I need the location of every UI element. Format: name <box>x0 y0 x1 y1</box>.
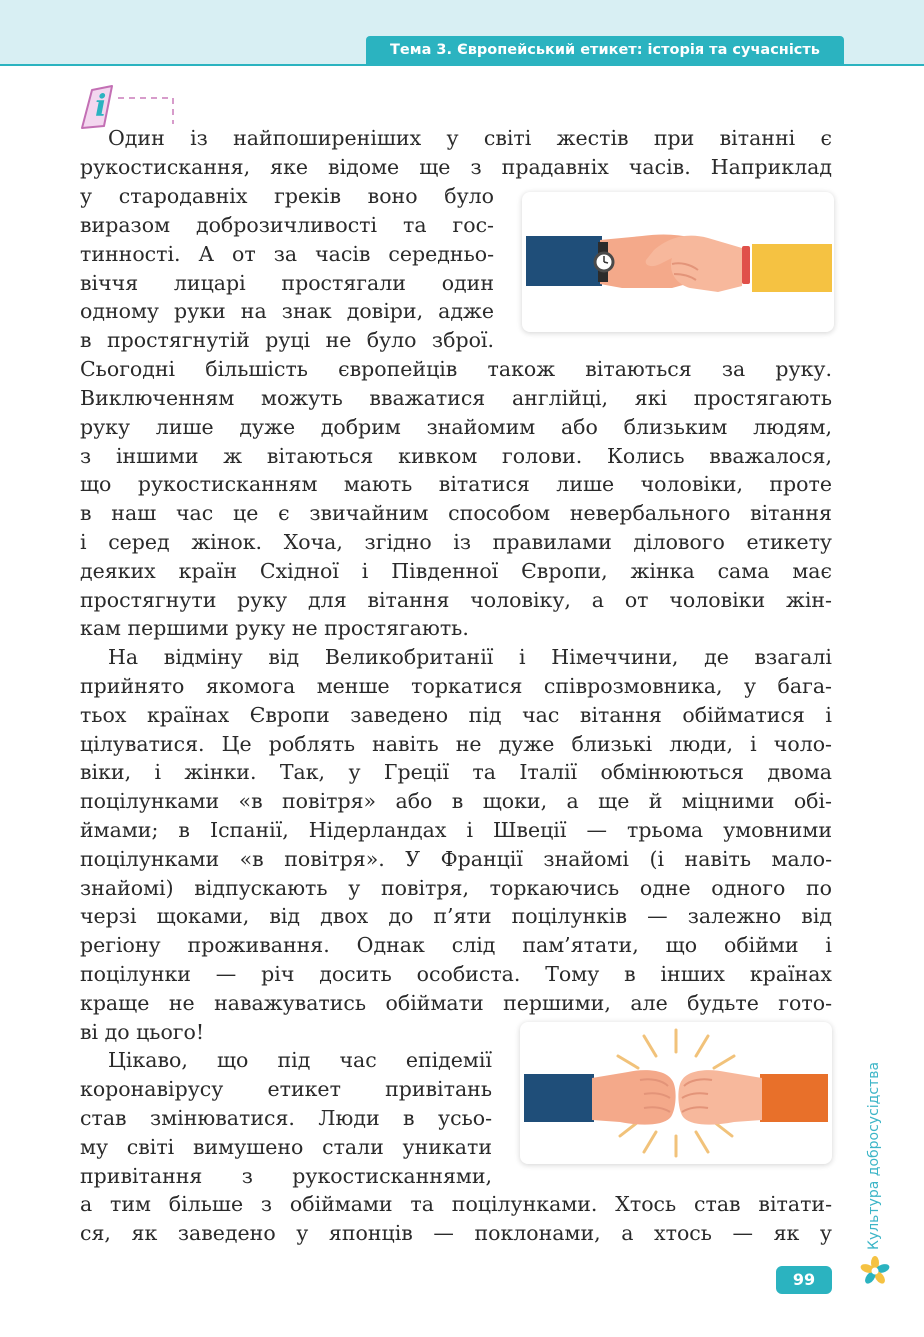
text-line: а тим більше з обіймами та поцілунками. Хтось став вітати- <box>80 1192 832 1216</box>
text-line: краще не наважуватись обіймати першими, але будьте гото- <box>80 991 832 1015</box>
text-line: і серед жінок. Хоча, згідно із правилами ділового етикету <box>80 530 832 554</box>
text-line: коронавірусу етикет привітань <box>80 1077 492 1101</box>
text-line: виразом доброзичливості та гос- <box>80 213 494 237</box>
text-line: На відміну від Великобританії і Німеччини, де взагалі <box>108 645 832 669</box>
text-line: з іншими ж вітаються кивком голови. Колись вважалося, <box>80 444 832 468</box>
text-line: поцілунками «в повітря». У Франції знайомі (і навіть мало- <box>80 847 832 871</box>
flower-icon <box>860 1256 890 1286</box>
text-line: поцілунками «в повітря» або в щоки, а ще й міцними обі- <box>80 789 832 813</box>
text-line: віччя лицарі простягали один <box>80 271 494 295</box>
text-line: ві до цього! <box>80 1020 205 1044</box>
text-line: Один із найпоширеніших у світі жестів при вітанні є <box>108 126 832 150</box>
text-line: знайомі) відпускають у повітря, торкаючись одне одного по <box>80 876 832 900</box>
text-line: ся, як заведено у японців — поклонами, а хтось — як у <box>80 1221 832 1245</box>
text-line: одному руки на знак довіри, адже <box>80 299 494 323</box>
text-line: рукостискання, яке відоме ще з прадавніх часів. Наприклад <box>80 155 832 179</box>
handshake-illustration <box>522 192 834 332</box>
text-line: черзі щоками, від двох до п’яти поцілунків — залежно від <box>80 904 832 928</box>
header-rule <box>0 64 924 66</box>
text-line: цілуватися. Це роблять навіть не дуже близькі люди, і чоло- <box>80 732 832 756</box>
text-line: в простягнутій руці не було зброї. <box>80 328 494 352</box>
text-line: що рукостисканням мають вітатися лише чоловіки, проте <box>80 472 832 496</box>
text-line: Виключенням можуть вважатися англійці, які простягають <box>80 386 832 410</box>
text-line: тинності. А от за часів середньо- <box>80 242 494 266</box>
chapter-title: Тема 3. Європейський етикет: історія та сучасність <box>366 36 844 64</box>
text-line: привітання з рукостисканнями, <box>80 1164 492 1188</box>
text-line: віки, і жінки. Так, у Греції та Італії обмінюються двома <box>80 760 832 784</box>
text-line: руку лише дуже добрим знайомим або близьким людям, <box>80 415 832 439</box>
side-section-label: Культура добросусідства <box>866 1061 882 1250</box>
text-line: кам першими руку не простягають. <box>80 616 469 640</box>
text-line: Сьогодні більшість європейців також вітаються за руку. <box>80 357 832 381</box>
text-line: прийнято якомога менше торкатися співрозмовника, у бага- <box>80 674 832 698</box>
text-line: у стародавніх греків воно було <box>80 184 494 208</box>
text-line: поцілунки — річ досить особиста. Тому в інших країнах <box>80 962 832 986</box>
text-line: ймами; в Іспанії, Нідерландах і Швеції — трьома умовними <box>80 818 832 842</box>
text-line: деяких країн Східної і Південної Європи, жінка сама має <box>80 559 832 583</box>
text-line: в наш час це є звичайним способом невербального вітання <box>80 501 832 525</box>
fist-bump-illustration <box>520 1022 832 1164</box>
text-line: простягнути руку для вітання чоловіку, а от чоловіки жін- <box>80 588 832 612</box>
text-line: регіону проживання. Однак слід пам’ятати, що обійми і <box>80 933 832 957</box>
text-line: став змінюватися. Люди в усьо- <box>80 1106 492 1130</box>
text-line: Цікаво, що під час епідемії <box>108 1048 492 1072</box>
text-line: му світі вимушено стали уникати <box>80 1135 492 1159</box>
svg-text:i: i <box>95 89 107 124</box>
page-number: 99 <box>776 1266 832 1294</box>
text-line: тьох країнах Європи заведено під час вітання обійматися і <box>80 703 832 727</box>
